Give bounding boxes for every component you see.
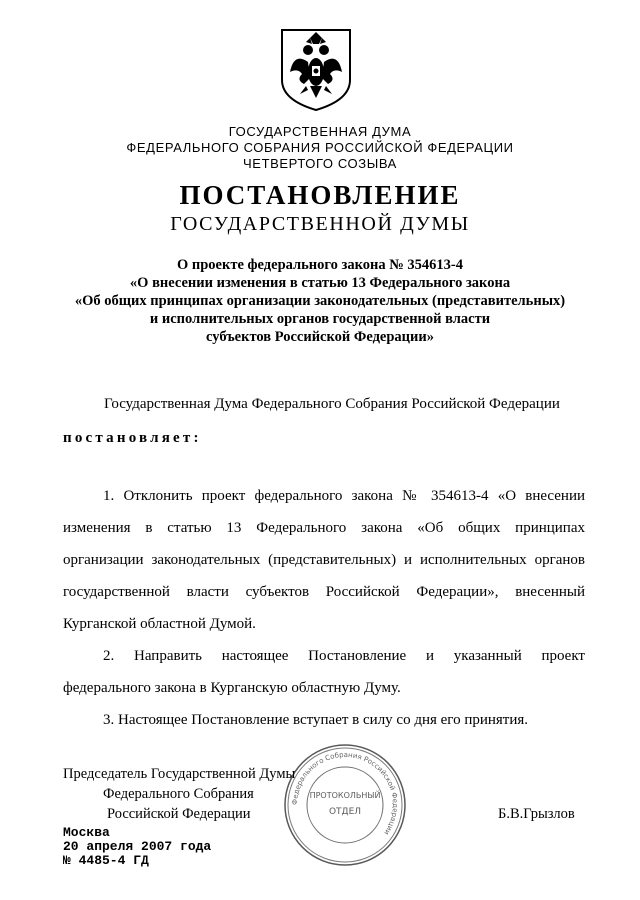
document-type: ПОСТАНОВЛЕНИЕ [179, 180, 461, 210]
paragraph-3 [63, 704, 585, 736]
paragraph-2 [63, 640, 585, 704]
paragraph-line: 1. Отклонить проект федерального закона № 354613-4 «О внесении [103, 488, 585, 504]
title-line: и исполнительных органов государственной власти [149, 311, 491, 327]
state-emblem [280, 28, 352, 112]
stamp-center-top: ПРОТОКОЛЬНЫЙ [309, 791, 381, 800]
header-line-2: ФЕДЕРАЛЬНОГО СОБРАНИЯ РОССИЙСКОЙ ФЕДЕРАЦИИ [126, 140, 514, 155]
stamp-center-bottom: ОТДЕЛ [328, 807, 362, 817]
issue-number: № 4485-4 ГД [63, 853, 149, 868]
paragraph-line: государственной власти субъектов Российской Федерации», внесенный [63, 584, 585, 600]
paragraph-line: федерального закона в Курганскую областную Думу. [63, 680, 401, 696]
resolves-word: постановляет: [63, 430, 202, 446]
paragraph-line: организации законодательных (представительных) и исполнительных органов [63, 552, 585, 568]
issuer-header [0, 124, 640, 172]
issue-details [63, 826, 211, 868]
double-headed-eagle-icon [280, 28, 352, 112]
title-line: «Об общих принципах организации законодательных (представительных) [74, 293, 566, 309]
header-line-1: ГОСУДАРСТВЕННАЯ ДУМА [228, 124, 412, 139]
title-line: субъектов Российской Федерации» [206, 329, 434, 345]
header-line-3: ЧЕТВЕРТОГО СОЗЫВА [243, 156, 397, 171]
paragraph-line: изменения в статью 13 Федерального закона «Об общих принципах [63, 520, 585, 536]
document-issuer: ГОСУДАРСТВЕННОЙ ДУМЫ [170, 213, 470, 235]
title-line: «О внесении изменения в статью 13 Федерального закона [129, 275, 511, 291]
issue-city: Москва [63, 825, 110, 840]
signatory-line-3: Российской Федерации [107, 806, 251, 822]
paragraph-1 [63, 480, 585, 640]
signatory-title [63, 764, 295, 824]
paragraph-line: Курганской областной Думой. [63, 616, 256, 632]
stamp-seal-icon [282, 742, 408, 868]
preamble: Государственная Дума Федерального Собрания Российской Федерации [104, 396, 560, 412]
paragraph-line: 2. Направить настоящее Постановление и указанный проект [103, 648, 585, 664]
resolution-title [0, 256, 640, 346]
signatory-line-1: Председатель Государственной Думы [63, 766, 296, 782]
signatory-name: Б.В.Грызлов [498, 806, 575, 822]
official-stamp [282, 742, 408, 868]
signatory-line-2: Федерального Собрания [103, 786, 254, 802]
title-line: О проекте федерального закона № 354613-4 [176, 257, 464, 273]
stamp-ring-text: Федерального Собрания Российской Федерации [290, 750, 400, 837]
issue-date: 20 апреля 2007 года [63, 839, 212, 854]
paragraph-line: 3. Настоящее Постановление вступает в силу со дня его принятия. [103, 712, 529, 728]
